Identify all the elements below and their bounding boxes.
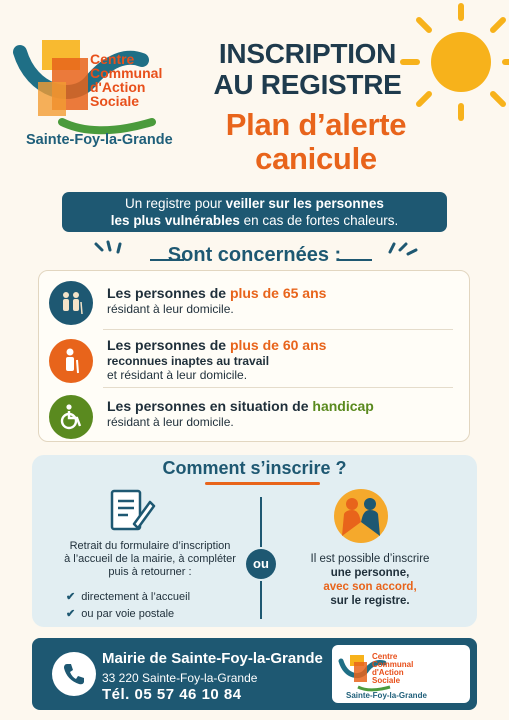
concerned-title: Sont concernées : — [167, 244, 342, 266]
footer-name: Mairie de Sainte-Foy-la-Grande — [102, 650, 323, 667]
wheelchair-icon — [49, 395, 93, 439]
check-item-postal: ✔ ou par voie postale — [66, 608, 175, 620]
phone-icon — [52, 652, 96, 696]
footer-logo — [332, 645, 470, 703]
footer-address: 33 220 Sainte-Foy-la-Grande — [102, 671, 258, 685]
footer-logo-text: Centre Communal d'Action Sociale — [372, 652, 414, 685]
separator-bottom — [260, 581, 262, 619]
page-subtitle: Plan d’alerte canicule — [225, 107, 407, 176]
footer-logo-city: Sainte-Foy-la-Grande — [346, 691, 427, 700]
list-item: Les personnes de plus de 60 ans reconnues inaptes au travail et résidant à leur domicile. — [39, 333, 469, 389]
left-instructions: Retrait du formulaire d’inscription à l’accueil de la mairie, à compléter puis à retourner : — [64, 540, 236, 578]
list-item: Les personnes de plus de 65 ans résidant à leur domicile. — [39, 279, 469, 329]
or-badge: ou — [246, 549, 276, 579]
check-icon: ✔ — [66, 608, 76, 620]
how-title: Comment s’inscrire ? — [162, 458, 347, 478]
footer-phone[interactable]: Tél. 05 57 46 10 84 — [102, 686, 242, 703]
elderly-person-icon — [49, 339, 93, 383]
check-item-accueil: ✔ directement à l’accueil — [66, 591, 191, 603]
elderly-couple-icon — [49, 281, 93, 325]
list-item: Les personnes en situation de handicap résidant à leur domicile. — [39, 391, 469, 441]
separator-top — [260, 497, 262, 547]
check-icon: ✔ — [66, 591, 76, 603]
divider — [103, 329, 453, 330]
form-icon — [108, 488, 156, 534]
right-instructions: Il est possible d’inscrire une personne, avec son accord, sur le registre. — [310, 553, 430, 607]
concerned-card — [38, 270, 470, 442]
logo-city: Sainte-Foy-la-Grande — [26, 132, 173, 148]
how-underline — [205, 482, 320, 485]
logo-text: Centre Communal d'Action Sociale — [90, 51, 163, 109]
intro-banner: Un registre pour veiller sur les personnes les plus vulnérables en cas de fortes chaleurs. — [62, 192, 447, 232]
divider — [103, 387, 453, 388]
handshake-icon — [332, 488, 390, 544]
page-title: INSCRIPTION AU REGISTRE — [213, 38, 402, 100]
sun-icon — [389, 0, 509, 130]
